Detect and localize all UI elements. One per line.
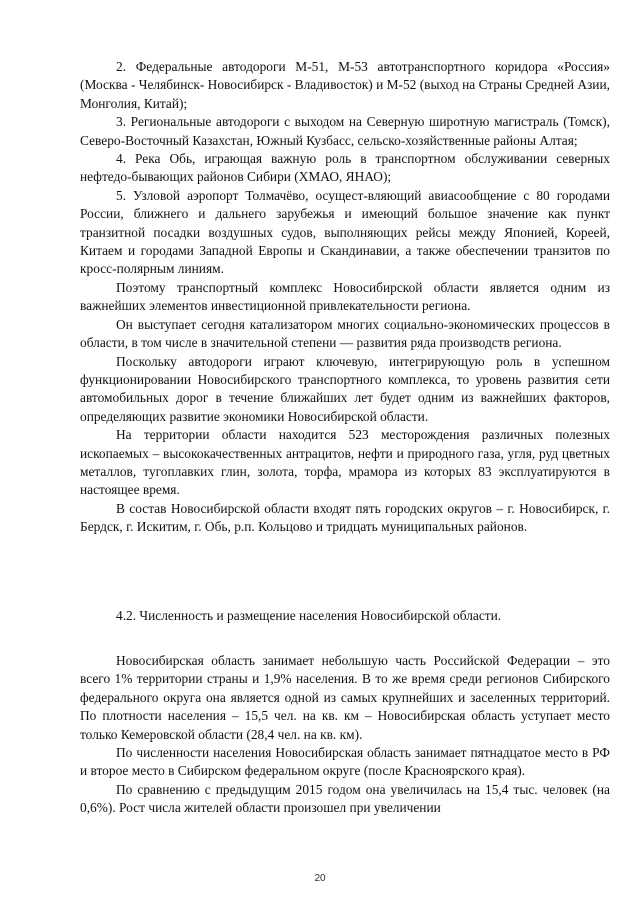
- paragraph-population-rank: По численности населения Новосибирская область занимает пятнадцатое место в РФ и второе место в Сибирском федеральном округе (после Красноярского края).: [80, 745, 610, 779]
- paragraph-population-share: Новосибирская область занимает небольшую часть Российской Федерации – это всего 1% территории страны и 1,9% населения. В то же время среди регионов Сибирского федерального округа она является одной из самых крупнейших и заселенных территорий. По плотности населения – 15,5 чел. на кв. км – Новосибирская область уступает место только Кемеровской области (28,4 чел. на кв. км).: [80, 653, 610, 742]
- paragraph-municipal-structure: В состав Новосибирской области входят пять городских округов – г. Новосибирск, г. Бердск, г. Искитим, г. Обь, р.п. Кольцово и тридцать муниципальных районов.: [80, 500, 610, 535]
- page-number: 20: [314, 873, 326, 884]
- paragraph-road-network: Поскольку автодороги играют ключевую, интегрирующую роль в успешном функционировании Новосибирского транспортного комплекса, то уровень развития сети автомобильных дорог в течение ближайших лет будет одним из важнейших факторов, определяющих развитие экономики Новосибирской области.: [80, 353, 610, 424]
- body-text-bottom: [80, 652, 610, 818]
- paragraph-federal-roads: 2. Федеральные автодороги М-51, М-53 автотранспортного коридора «Россия» (Москва - Челябинск- Новосибирск - Владивосток) и М-52 (выход на Страны Средней Азии, Монголия, Китай);: [80, 59, 610, 111]
- paragraph-regional-roads: 3. Региональные автодороги с выходом на Северную широтную магистраль (Томск), Северо-Восточный Казахстан, Южный Кузбасс, сельско-хозяйственные районы Алтая;: [80, 114, 610, 148]
- section-heading: 4.2. Численность и размещение населения Новосибирской области.: [116, 608, 502, 623]
- paragraph-transport-complex: Поэтому транспортный комплекс Новосибирской области является одним из важнейших элементов инвестиционной привлекательности региона.: [80, 279, 610, 314]
- paragraph-ob-river: 4. Река Обь, играющая важную роль в транспортном обслуживании северных нефтедо-бывающих районов Сибири (ХМАО, ЯНАО);: [80, 151, 610, 185]
- paragraph-population-growth: По сравнению с предыдущим 2015 годом она увеличилась на 15,4 тыс. человек (на 0,6%). Рост числа жителей области произошел при увеличении: [80, 781, 610, 816]
- paragraph-catalyst: Он выступает сегодня катализатором многих социально-экономических процессов в области, в том числе в значительной степени — развития ряда производств региона.: [80, 316, 610, 351]
- paragraph-tolmachevo-airport: 5. Узловой аэропорт Толмачёво, осущест-вляющий авиасообщение с 80 городами России, ближнего и дальнего зарубежья и имеющий большое значение как пункт транзитной посадки воздушных судов, выполняющих рейсы между Японией, Кореей, Китаем и городами Западной Европы и Скандинавии, а также обеспечении транзитов по кросс-полярным линиям.: [80, 187, 610, 277]
- body-text-top: [80, 58, 610, 537]
- paragraph-mineral-deposits: На территории области находится 523 месторождения различных полезных ископаемых – высококачественных антрацитов, нефти и природного газа, угля, руд цветных металлов, тугоплавких глин, золота, торфа, мрамора из которых 83 эксплуатируются в настоящее время.: [80, 427, 610, 498]
